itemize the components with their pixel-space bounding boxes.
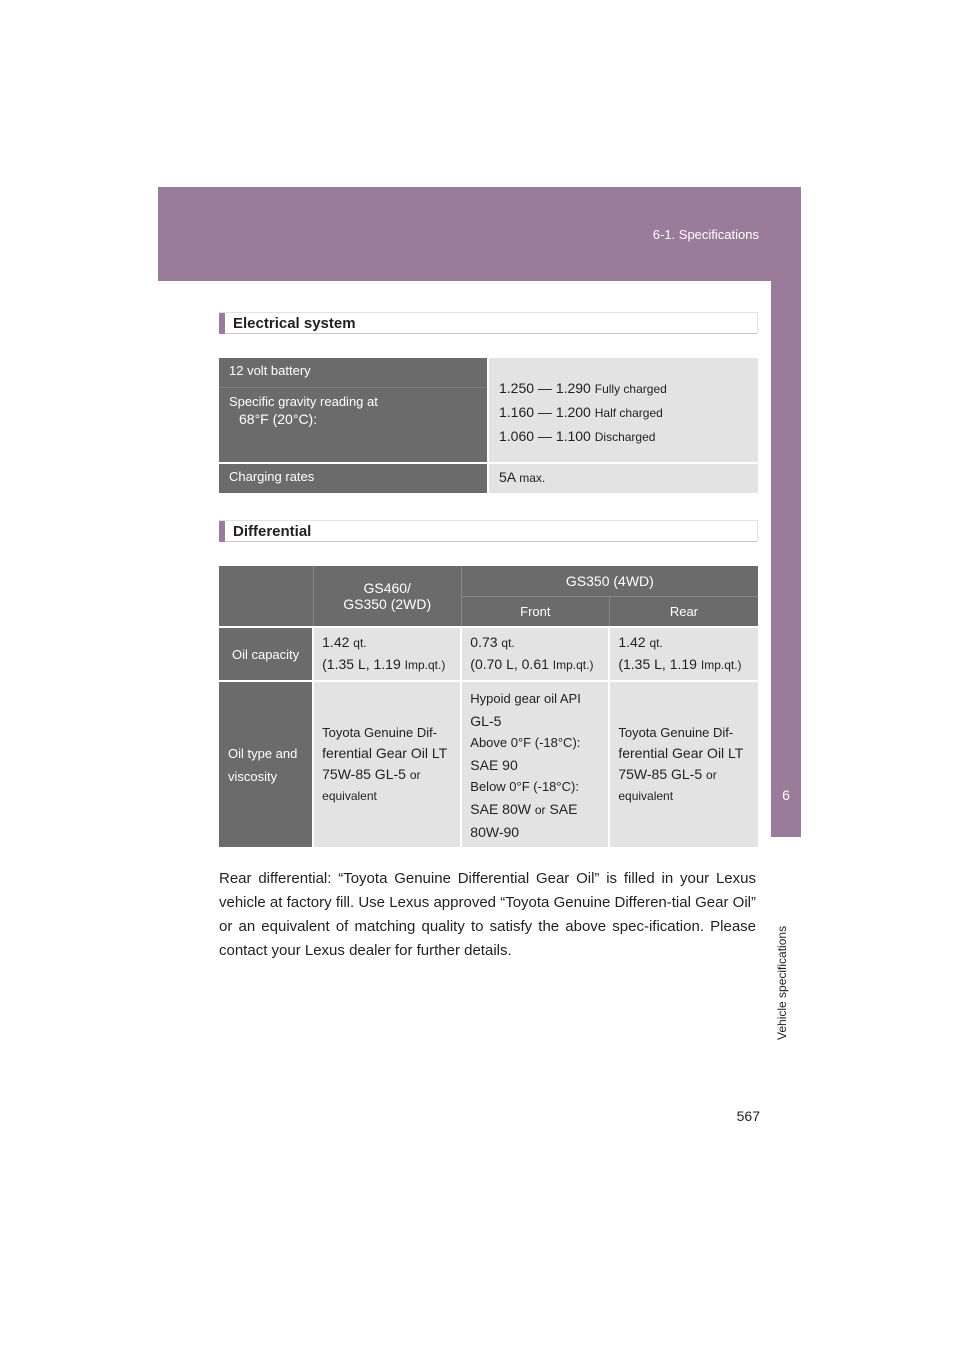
heading-bar [219, 521, 225, 542]
chapter-number: 6 [782, 787, 790, 803]
oil-type-front: Hypoid gear oil API GL-5 Above 0°F (-18°C): SAE 90 Below 0°F (-18°C): SAE 80W or SAE 80W-90 [461, 681, 609, 847]
section-title: 6-1. Specifications [652, 227, 759, 242]
gravity-row-full: 1.250 — 1.290 Fully charged [499, 380, 667, 396]
gravity-row-half: 1.160 — 1.200 Half charged [499, 404, 663, 420]
heading-bar [219, 313, 225, 334]
oil-type-rear: Toyota Genuine Dif- ferential Gear Oil LT 75W-85 GL-5 or equivalent [609, 681, 758, 847]
col-front-header: Front [461, 596, 609, 627]
differential-heading [219, 520, 758, 542]
corner-cell [219, 566, 313, 627]
charging-value: 5A max. [488, 463, 758, 493]
differential-table [219, 566, 758, 847]
chapter-label: Vehicle specifications [775, 925, 789, 1040]
electrical-heading [219, 312, 758, 334]
col-2wd-header: GS460/ GS350 (2WD) [313, 566, 461, 627]
gravity-label: Specific gravity reading at 68°F (20°C): [219, 387, 488, 463]
oil-capacity-label: Oil capacity [219, 627, 313, 681]
col-rear-header: Rear [609, 596, 758, 627]
electrical-table [219, 358, 758, 493]
page-number: 567 [736, 1108, 760, 1124]
gravity-row-discharged: 1.060 — 1.100 Discharged [499, 428, 656, 444]
header-band [158, 187, 801, 281]
capacity-front: 0.73 qt. (0.70 L, 0.61 Imp.qt.) [461, 627, 609, 681]
battery-label: 12 volt battery [219, 358, 488, 387]
col-4wd-header: GS350 (4WD) [461, 566, 758, 596]
electrical-title: Electrical system [233, 315, 356, 332]
chapter-tab [771, 281, 801, 837]
capacity-rear: 1.42 qt. (1.35 L, 1.19 Imp.qt.) [609, 627, 758, 681]
differential-title: Differential [233, 523, 312, 540]
charging-label: Charging rates [219, 463, 488, 493]
differential-note: Rear differential: “Toyota Genuine Differential Gear Oil” is filled in your Lexus vehicle at factory fill. Use Lexus approved “Toyota Genuine Differen-tial Gear Oil” or an equivalent of matching quality to satisfy the above spec-ification. Please contact your Lexus dealer for further details. [219, 870, 756, 959]
capacity-2wd: 1.42 qt. (1.35 L, 1.19 Imp.qt.) [313, 627, 461, 681]
oil-type-2wd: Toyota Genuine Dif- ferential Gear Oil LT 75W-85 GL-5 or equivalent [313, 681, 461, 847]
gravity-values [488, 358, 758, 463]
oil-type-label: Oil type and viscosity [219, 681, 313, 847]
